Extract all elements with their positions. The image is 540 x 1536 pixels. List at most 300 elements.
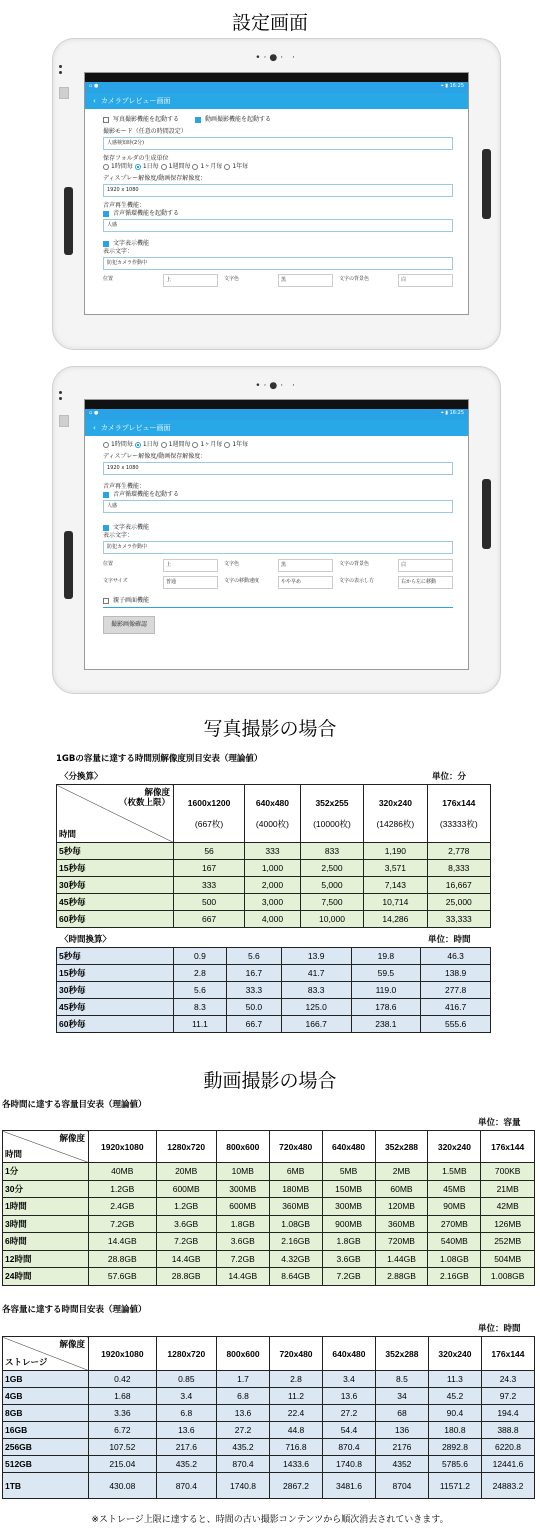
table-cell: 11.1 xyxy=(174,1016,227,1033)
table-cell: 215.04 xyxy=(89,1456,157,1473)
row-header-cell: 60秒毎 xyxy=(57,1016,174,1033)
table-cell: 1740.8 xyxy=(217,1473,270,1499)
table-cell: 0.42 xyxy=(89,1371,157,1388)
col-header: 720x480 xyxy=(269,1131,322,1163)
table-row xyxy=(57,982,491,999)
table-cell: 1433.6 xyxy=(270,1456,323,1473)
table-cell: 2867.2 xyxy=(270,1473,323,1499)
radio-year[interactable] xyxy=(224,442,230,448)
audio-field[interactable]: 人感 xyxy=(103,219,453,232)
camera-icon: •‧●‧ · xyxy=(255,53,298,63)
col-header: 1280x720 xyxy=(156,1337,216,1371)
row-header-cell: 5秒毎 xyxy=(57,843,174,860)
table-cell: 500 xyxy=(174,894,245,911)
table-cell: 34 xyxy=(375,1388,428,1405)
color-field[interactable]: 黒 xyxy=(278,559,333,572)
table-cell: 41.7 xyxy=(281,965,351,982)
table-cell: 504MB xyxy=(481,1250,535,1268)
video-table2-unit: 単位：時間 xyxy=(478,1324,521,1334)
table-cell: 14.4GB xyxy=(156,1250,216,1268)
dir-label: 文字の表示し方 xyxy=(339,578,375,584)
table-cell: 1740.8 xyxy=(322,1456,375,1473)
table-cell: 44.8 xyxy=(270,1422,323,1439)
table-cell: 90.4 xyxy=(428,1405,481,1422)
table-cell: 24.3 xyxy=(481,1371,534,1388)
pip-checkbox[interactable] xyxy=(103,598,109,604)
table-cell: 555.6 xyxy=(421,1016,491,1033)
back-icon[interactable]: ‹ xyxy=(93,424,96,432)
app-bar xyxy=(85,93,468,109)
resolution-field[interactable]: 1920 x 1080 xyxy=(103,462,453,475)
table-row xyxy=(57,965,491,982)
table-cell: 5MB xyxy=(322,1163,375,1181)
resolution-field[interactable]: 1920 x 1080 xyxy=(103,184,453,197)
radio-day-label: 1日毎 xyxy=(142,163,159,170)
bg-field[interactable]: 白 xyxy=(398,274,453,287)
table-cell: 333 xyxy=(245,843,301,860)
table-cell: 24883.2 xyxy=(481,1473,534,1499)
status-bar xyxy=(85,400,468,420)
table-cell: 27.2 xyxy=(322,1405,375,1422)
table-cell: 66.7 xyxy=(226,1016,281,1033)
text-field[interactable]: 防犯カメラ作動中 xyxy=(103,541,453,554)
table-cell: 4352 xyxy=(375,1456,428,1473)
table-cell: 90MB xyxy=(428,1198,481,1216)
table-cell: 45.2 xyxy=(428,1388,481,1405)
table-row xyxy=(3,1198,535,1216)
size-field[interactable]: 普通 xyxy=(163,576,218,589)
app-bar-title: カメラプレビュー画面 xyxy=(100,424,171,432)
table-cell: 2.16GB xyxy=(428,1268,481,1286)
table-cell: 720MB xyxy=(375,1233,428,1251)
table-cell: 20MB xyxy=(156,1163,216,1181)
mode-label: 撮影モード（任意の時間設定） xyxy=(103,128,187,135)
table-cell: 270MB xyxy=(428,1215,481,1233)
photo-corner-cell xyxy=(57,785,174,843)
corner-bottom: ストレージ xyxy=(5,1357,48,1367)
radio-month[interactable] xyxy=(192,164,198,170)
side-button-right xyxy=(482,149,491,219)
table-row xyxy=(3,1268,535,1286)
table-cell: 12441.6 xyxy=(481,1456,534,1473)
table-cell: 107.52 xyxy=(89,1439,157,1456)
text-label: 表示文字： xyxy=(103,248,134,255)
row-header-cell: 5秒毎 xyxy=(57,948,174,965)
row-header-cell: 1GB xyxy=(3,1371,89,1388)
color-label: 文字色 xyxy=(224,276,240,282)
table-cell: 8704 xyxy=(375,1473,428,1499)
text-checkbox-label: 文字表示機能 xyxy=(113,240,150,247)
table-cell: 667 xyxy=(174,911,245,928)
dir-field[interactable]: 右から左に移動 xyxy=(398,576,453,589)
app-icon: ▫ ● xyxy=(89,410,99,416)
col-header: 320x240 xyxy=(428,1131,481,1163)
table-cell: 68 xyxy=(375,1405,428,1422)
table-cell: 33.3 xyxy=(226,982,281,999)
table-cell: 40MB xyxy=(89,1163,157,1181)
side-button-left xyxy=(64,187,73,255)
radio-year-label: 1年毎 xyxy=(232,163,249,170)
table-cell: 8.64GB xyxy=(269,1268,322,1286)
table-cell: 126MB xyxy=(481,1215,535,1233)
page-title-photo: 写真撮影の場合 xyxy=(203,718,337,740)
table-cell: 1.8GB xyxy=(216,1215,269,1233)
sensor-dots-icon xyxy=(59,391,63,400)
tablet-frame-2 xyxy=(52,366,501,694)
table-cell: 833 xyxy=(300,843,363,860)
text-checkbox-label: 文字表示機能 xyxy=(113,524,150,531)
table-row xyxy=(57,843,491,860)
speed-field[interactable]: やや早め xyxy=(278,576,333,589)
video-checkbox[interactable] xyxy=(195,117,201,123)
table-cell: 600MB xyxy=(156,1180,216,1198)
audio-label: 音声再生機能： xyxy=(103,202,146,209)
table-cell: 1,190 xyxy=(364,843,427,860)
table-cell: 1.2GB xyxy=(89,1180,157,1198)
table-cell: 22.4 xyxy=(270,1405,323,1422)
table-cell: 2.8 xyxy=(174,965,227,982)
table-cell: 97.2 xyxy=(481,1388,534,1405)
table-row xyxy=(3,1180,535,1198)
radio-week-label: 1週間毎 xyxy=(168,441,191,448)
col-header: 320x240 (14286枚) xyxy=(364,785,427,843)
table-cell: 54.4 xyxy=(322,1422,375,1439)
table-cell: 277.8 xyxy=(421,982,491,999)
col-header: 800x600 xyxy=(216,1131,269,1163)
table-cell: 360MB xyxy=(375,1215,428,1233)
table-cell: 435.2 xyxy=(156,1456,216,1473)
table-cell: 2.16GB xyxy=(269,1233,322,1251)
table-cell: 4,000 xyxy=(245,911,301,928)
table-cell: 10MB xyxy=(216,1163,269,1181)
table-cell: 5.6 xyxy=(226,948,281,965)
row-header-cell: 1TB xyxy=(3,1473,89,1499)
photo-checkbox-label: 写真撮影機能を起動する xyxy=(113,116,180,123)
row-header-cell: 12時間 xyxy=(3,1250,89,1268)
table-cell: 2,778 xyxy=(427,843,490,860)
radio-day[interactable] xyxy=(135,164,141,170)
table-cell: 21MB xyxy=(481,1180,535,1198)
table-cell: 5785.6 xyxy=(428,1456,481,1473)
table-cell: 700KB xyxy=(481,1163,535,1181)
video-table1-caption: 各時間に達する容量目安表（理論値） xyxy=(2,1100,147,1110)
table-row xyxy=(57,911,491,928)
table-cell: 27.2 xyxy=(217,1422,270,1439)
table-cell: 2.4GB xyxy=(89,1198,157,1216)
table-cell: 14,286 xyxy=(364,911,427,928)
sensor-square-icon xyxy=(59,87,69,99)
table-cell: 5.6 xyxy=(174,982,227,999)
table-cell: 50.0 xyxy=(226,999,281,1016)
table-cell: 13.9 xyxy=(281,948,351,965)
app-bar-title: カメラプレビュー画面 xyxy=(100,97,171,105)
table-row xyxy=(3,1163,535,1181)
footnote: ※ストレージ上限に達すると、時間の古い撮影コンテンツから順次消去されていきます。 xyxy=(91,1515,449,1525)
radio-hour[interactable] xyxy=(103,164,109,170)
photo-section-min: 〈分換算〉 xyxy=(60,772,103,782)
radio-year-label: 1年毎 xyxy=(232,441,249,448)
table-cell: 3.6GB xyxy=(156,1215,216,1233)
video1-corner-cell xyxy=(3,1131,89,1163)
row-header-cell: 256GB xyxy=(3,1439,89,1456)
table-cell: 3.36 xyxy=(89,1405,157,1422)
table-cell: 14.4GB xyxy=(216,1268,269,1286)
table-cell: 1.08GB xyxy=(428,1250,481,1268)
table-cell: 138.9 xyxy=(421,965,491,982)
table-cell: 6MB xyxy=(269,1163,322,1181)
video2-corner-cell xyxy=(3,1337,89,1371)
radio-hour-label: 1時間毎 xyxy=(111,163,133,170)
table-cell: 435.2 xyxy=(217,1439,270,1456)
table-cell: 0.9 xyxy=(174,948,227,965)
table-cell: 2MB xyxy=(375,1163,428,1181)
table-cell: 333 xyxy=(174,877,245,894)
table-row xyxy=(3,1473,535,1499)
table-cell: 56 xyxy=(174,843,245,860)
row-header-cell: 16GB xyxy=(3,1422,89,1439)
table-cell: 178.6 xyxy=(351,999,421,1016)
bg-label: 文字の背景色 xyxy=(339,276,370,282)
bg-field[interactable]: 白 xyxy=(398,559,453,572)
row-header-cell: 4GB xyxy=(3,1388,89,1405)
table-cell: 8.5 xyxy=(375,1371,428,1388)
table-cell: 540MB xyxy=(428,1233,481,1251)
app-bar xyxy=(85,420,468,436)
table-row xyxy=(3,1250,535,1268)
table-cell: 7.2GB xyxy=(216,1250,269,1268)
table-row xyxy=(3,1233,535,1251)
photo-unit-hour: 単位：時間 xyxy=(428,935,471,945)
row-header-cell: 24時間 xyxy=(3,1268,89,1286)
photo-checkbox[interactable] xyxy=(103,117,109,123)
radio-hour-label: 1時間毎 xyxy=(111,441,133,448)
table-cell: 19.8 xyxy=(351,948,421,965)
table-cell: 217.6 xyxy=(156,1439,216,1456)
corner-bottom: 時間 xyxy=(59,829,77,839)
table-cell: 180.8 xyxy=(428,1422,481,1439)
table-cell: 238.1 xyxy=(351,1016,421,1033)
table-cell: 2176 xyxy=(375,1439,428,1456)
corner-top: 解像度 xyxy=(59,1133,85,1143)
row-header-cell: 45秒毎 xyxy=(57,894,174,911)
pip-checkbox-label: 親子画面機能 xyxy=(113,597,150,604)
video-table-capacity xyxy=(2,1130,535,1286)
table-cell: 33,333 xyxy=(427,911,490,928)
corner-top: 解像度 xyxy=(144,787,170,797)
table-cell: 59.5 xyxy=(351,965,421,982)
radio-month[interactable] xyxy=(192,442,198,448)
col-header: 640x480 xyxy=(322,1131,375,1163)
table-cell: 2,000 xyxy=(245,877,301,894)
table-row xyxy=(3,1405,535,1422)
table-cell: 430.08 xyxy=(89,1473,157,1499)
radio-month-label: 1ヶ月毎 xyxy=(200,163,223,170)
table-cell: 6220.8 xyxy=(481,1439,534,1456)
table-cell: 360MB xyxy=(269,1198,322,1216)
table-cell: 2.8 xyxy=(270,1371,323,1388)
photo-table-caption: 1GBの容量に達する時間別解像度別目安表（理論値） xyxy=(56,754,263,764)
table-row xyxy=(3,1456,535,1473)
table-cell: 8.3 xyxy=(174,999,227,1016)
radio-week-label: 1週間毎 xyxy=(168,163,191,170)
tablet-frame-1 xyxy=(52,38,501,350)
app-icon: ▫ ● xyxy=(89,83,99,89)
table-cell: 46.3 xyxy=(421,948,491,965)
pos-label: 位置 xyxy=(103,276,114,282)
table-cell: 42MB xyxy=(481,1198,535,1216)
text-checkbox[interactable] xyxy=(103,525,109,531)
table-cell: 5,000 xyxy=(300,877,363,894)
col-header: 352x288 xyxy=(375,1131,428,1163)
table-row xyxy=(3,1371,535,1388)
screen-1 xyxy=(84,72,469,315)
table-cell: 2,500 xyxy=(300,860,363,877)
table-row xyxy=(57,999,491,1016)
table-cell: 45MB xyxy=(428,1180,481,1198)
pos-field[interactable]: 上 xyxy=(163,274,218,287)
bg-label: 文字の背景色 xyxy=(339,561,370,567)
table-cell: 300MB xyxy=(216,1180,269,1198)
folder-label: 保存フォルダの生成単位 xyxy=(103,155,169,162)
radio-hour[interactable] xyxy=(103,442,109,448)
table-cell: 16.7 xyxy=(226,965,281,982)
size-label: 文字サイズ xyxy=(103,578,128,584)
col-header: 176x144 (33333枚) xyxy=(427,785,490,843)
row-header-cell: 6時間 xyxy=(3,1233,89,1251)
table-cell: 870.4 xyxy=(217,1456,270,1473)
table-cell: 3481.6 xyxy=(322,1473,375,1499)
table-cell: 2892.8 xyxy=(428,1439,481,1456)
status-icons: ⌖ ▮ 16:25 xyxy=(440,83,464,89)
table-cell: 194.4 xyxy=(481,1405,534,1422)
radio-week[interactable] xyxy=(161,164,167,170)
table-cell: 10,000 xyxy=(300,911,363,928)
row-header-cell: 30分 xyxy=(3,1180,89,1198)
table-cell: 3,000 xyxy=(245,894,301,911)
table-cell: 1.8GB xyxy=(322,1233,375,1251)
photo-table-minutes xyxy=(56,784,491,928)
table-cell: 11.3 xyxy=(428,1371,481,1388)
radio-week[interactable] xyxy=(161,442,167,448)
pos-label: 位置 xyxy=(103,561,114,567)
text-field[interactable]: 防犯カメラ作動中 xyxy=(103,257,453,270)
table-cell: 13.6 xyxy=(156,1422,216,1439)
table-cell: 125.0 xyxy=(281,999,351,1016)
audio-field[interactable]: 人感 xyxy=(103,500,453,513)
table-cell: 716.8 xyxy=(270,1439,323,1456)
confirm-button[interactable]: 撮影画像確認 xyxy=(103,616,155,634)
table-cell: 13.6 xyxy=(217,1405,270,1422)
row-header-cell: 1時間 xyxy=(3,1198,89,1216)
table-cell: 300MB xyxy=(322,1198,375,1216)
radio-year[interactable] xyxy=(224,164,230,170)
page-title-settings: 設定画面 xyxy=(231,12,308,34)
radio-day[interactable] xyxy=(135,442,141,448)
screen-2 xyxy=(84,399,469,670)
video-table2-caption: 各容量に達する時間目安表（理論値） xyxy=(2,1305,147,1315)
col-header: 176x144 xyxy=(481,1337,534,1371)
table-cell: 1.7 xyxy=(217,1371,270,1388)
text-checkbox[interactable] xyxy=(103,241,109,247)
table-cell: 11.2 xyxy=(270,1388,323,1405)
table-cell: 3,571 xyxy=(364,860,427,877)
table-cell: 1.08GB xyxy=(269,1215,322,1233)
table-cell: 13.6 xyxy=(322,1388,375,1405)
corner-top: 解像度 xyxy=(59,1339,85,1349)
col-header: 800x600 xyxy=(217,1337,270,1371)
col-header: 640x480 xyxy=(322,1337,375,1371)
table-cell: 0.85 xyxy=(156,1371,216,1388)
table-cell: 83.3 xyxy=(281,982,351,999)
row-header-cell: 60秒毎 xyxy=(57,911,174,928)
photo-section-hour: 〈時間換算〉 xyxy=(60,935,112,945)
table-cell: 120MB xyxy=(375,1198,428,1216)
table-cell: 900MB xyxy=(322,1215,375,1233)
corner-bottom: 時間 xyxy=(5,1149,23,1159)
row-header-cell: 8GB xyxy=(3,1405,89,1422)
audio-checkbox[interactable] xyxy=(103,492,109,498)
table-row xyxy=(57,894,491,911)
table-cell: 416.7 xyxy=(421,999,491,1016)
table-cell: 7,500 xyxy=(300,894,363,911)
table-cell: 28.8GB xyxy=(89,1250,157,1268)
mode-field[interactable]: 人感検知時(2分) xyxy=(103,137,453,150)
table-cell: 1.008GB xyxy=(481,1268,535,1286)
color-label: 文字色 xyxy=(224,561,240,567)
table-cell: 1.5MB xyxy=(428,1163,481,1181)
page-title-video: 動画撮影の場合 xyxy=(203,1070,337,1092)
table-row xyxy=(57,1016,491,1033)
table-row xyxy=(57,860,491,877)
table-cell: 119.0 xyxy=(351,982,421,999)
row-header-cell: 3時間 xyxy=(3,1215,89,1233)
back-icon[interactable]: ‹ xyxy=(93,97,96,105)
table-cell: 57.6GB xyxy=(89,1268,157,1286)
color-field[interactable]: 黒 xyxy=(278,274,333,287)
table-row xyxy=(57,877,491,894)
sensor-dots-icon xyxy=(59,65,63,74)
sensor-square-icon xyxy=(59,415,69,427)
radio-month-label: 1ヶ月毎 xyxy=(200,441,223,448)
table-cell: 600MB xyxy=(216,1198,269,1216)
table-cell: 10,714 xyxy=(364,894,427,911)
table-row xyxy=(3,1388,535,1405)
side-button-right xyxy=(482,479,491,549)
table-cell: 16,667 xyxy=(427,877,490,894)
text-label: 表示文字： xyxy=(103,532,134,539)
table-cell: 166.7 xyxy=(281,1016,351,1033)
table-cell: 3.4 xyxy=(156,1388,216,1405)
table-cell: 6.8 xyxy=(156,1405,216,1422)
col-header: 720x480 xyxy=(270,1337,323,1371)
col-header: 1280x720 xyxy=(156,1131,216,1163)
audio-checkbox[interactable] xyxy=(103,211,109,217)
audio-checkbox-label: 音声循環機能を起動する xyxy=(113,210,180,217)
photo-unit-min: 単位：分 xyxy=(432,772,467,782)
radio-day-label: 1日毎 xyxy=(142,441,159,448)
audio-label: 音声再生機能： xyxy=(103,483,146,490)
col-header: 320x240 xyxy=(428,1337,481,1371)
table-cell: 388.8 xyxy=(481,1422,534,1439)
col-header: 352x288 xyxy=(375,1337,428,1371)
pos-field[interactable]: 上 xyxy=(163,559,218,572)
col-header: 352x255 (10000枚) xyxy=(300,785,363,843)
table-cell: 3.6GB xyxy=(216,1233,269,1251)
divider xyxy=(103,607,453,608)
col-header: 1920x1080 xyxy=(89,1337,157,1371)
table-cell: 252MB xyxy=(481,1233,535,1251)
row-header-cell: 15秒毎 xyxy=(57,860,174,877)
